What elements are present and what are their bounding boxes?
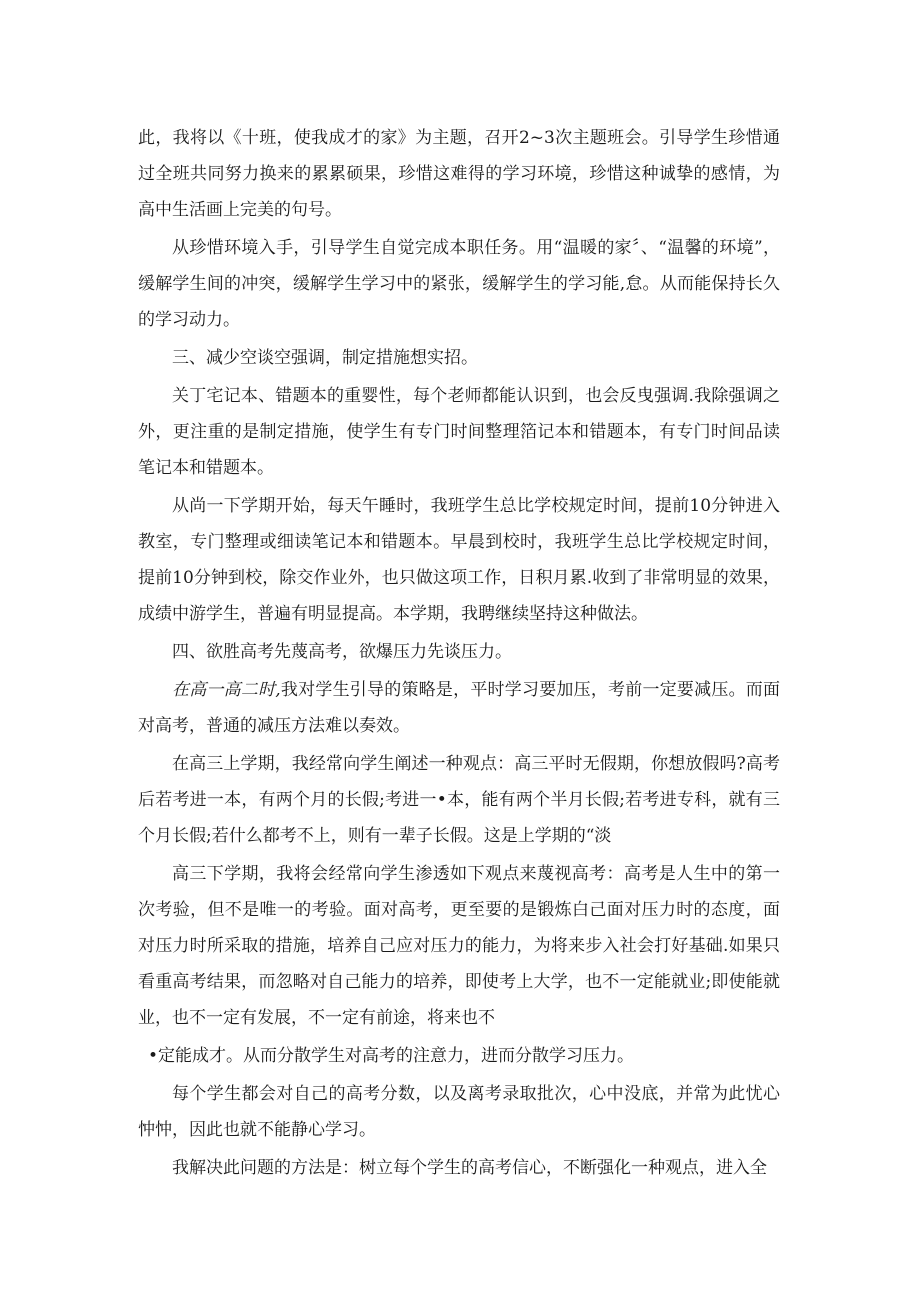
paragraph-4: 关丁宅记本、错题本的重婴性，每个老师都能认识到，也会反曳强调.我除强调之外，更注重的是制定措施，使学生有专门时间整理箔记本和错题本，有专门时间品读笔记本和错题本。 <box>138 386 780 478</box>
paragraph-11: 每个学生都会对自己的高考分数，以及离考录取批次，心中没底，并常为此忧心忡忡，因此也就不能静心学习。 <box>138 1084 780 1140</box>
paragraph-9: 高三下学期，我将会经常向学生渗透如下观点来蔑视高考：高考是人生中的第一次考验，但不是唯一的考验。面对高考，更至要的是锻炼白己面对压力时的态度，面对压力时所采取的措施，培养自己应对压力的能力，为将来步入社会打好基础.如果只看重高考结果，而忽略对自己能力的培养，即使考上大学，也不一定能就业;即使能就业，也不一定有发展，不一定有前途，将来也不 <box>138 864 780 1028</box>
paragraph-5: 从尚一下学期开始，每天午睡时，我班学生总比学校规定时间，提前10分钟进入教室，专门整理或细读笔记本和错题本。早晨到校时，我班学生总比学校规定时间，提前10分钟到校，除交作业外，也只做这项工作，日积月累.收到了非常明显的效果，成绩中游学生，普遍有明显提高。本学期，我聘继续坚持这种做法。 <box>138 496 780 624</box>
paragraph-2: 从珍惜环境入手，引导学生自觉完成本职任务。用“温暖的家〞、“温馨的环境”，缓解学生间的冲突，缓解学生学习中的紧张，缓解学生的学习能,怠。从而能保持长久的学习动力。 <box>138 238 780 330</box>
section-heading-3: 三、减少空谈空强调，制定措施想实招。 <box>172 348 478 368</box>
paragraph-7 <box>138 672 780 744</box>
italic-prefix: 在高一高二时, <box>172 680 281 700</box>
document-body <box>138 120 780 1188</box>
paragraph-8: 在高三上学期，我经常向学生阐述一种观点：高三平时无假期，你想放假吗?高考后若考进一本，有两个月的长假;考进一•本，能有两个半月长假;若考进专科，就有三个月长假;若什么都考不上，则有一辈子长假。这是上学期的“淡 <box>138 754 780 846</box>
section-heading-4: 四、欲胜高考先蔑高考，欲爆压力先谈压力。 <box>172 642 512 662</box>
paragraph-10: •定能成才。从而分散学生对高考的注意力，进而分散学习压力。 <box>148 1046 635 1066</box>
paragraph-7-text: 我对学生引导的策略是，平时学习要加压，考前一定要减压。而面对高考，普通的减压方法难以奏效。 <box>138 680 781 736</box>
paragraph-12: 我解决此问题的方法是：树立每个学生的高考信心，不断强化一种观点，进入全 <box>172 1158 767 1178</box>
paragraph-1: 此，我将以《十班，使我成才的家》为主题，召开2~3次主题班会。引导学生珍惜通过全班共同努力换来的累累硕果，珍惜这难得的学习环境，珍惜这种诚挚的感情，为高中生活画上完美的句号。 <box>138 128 780 220</box>
